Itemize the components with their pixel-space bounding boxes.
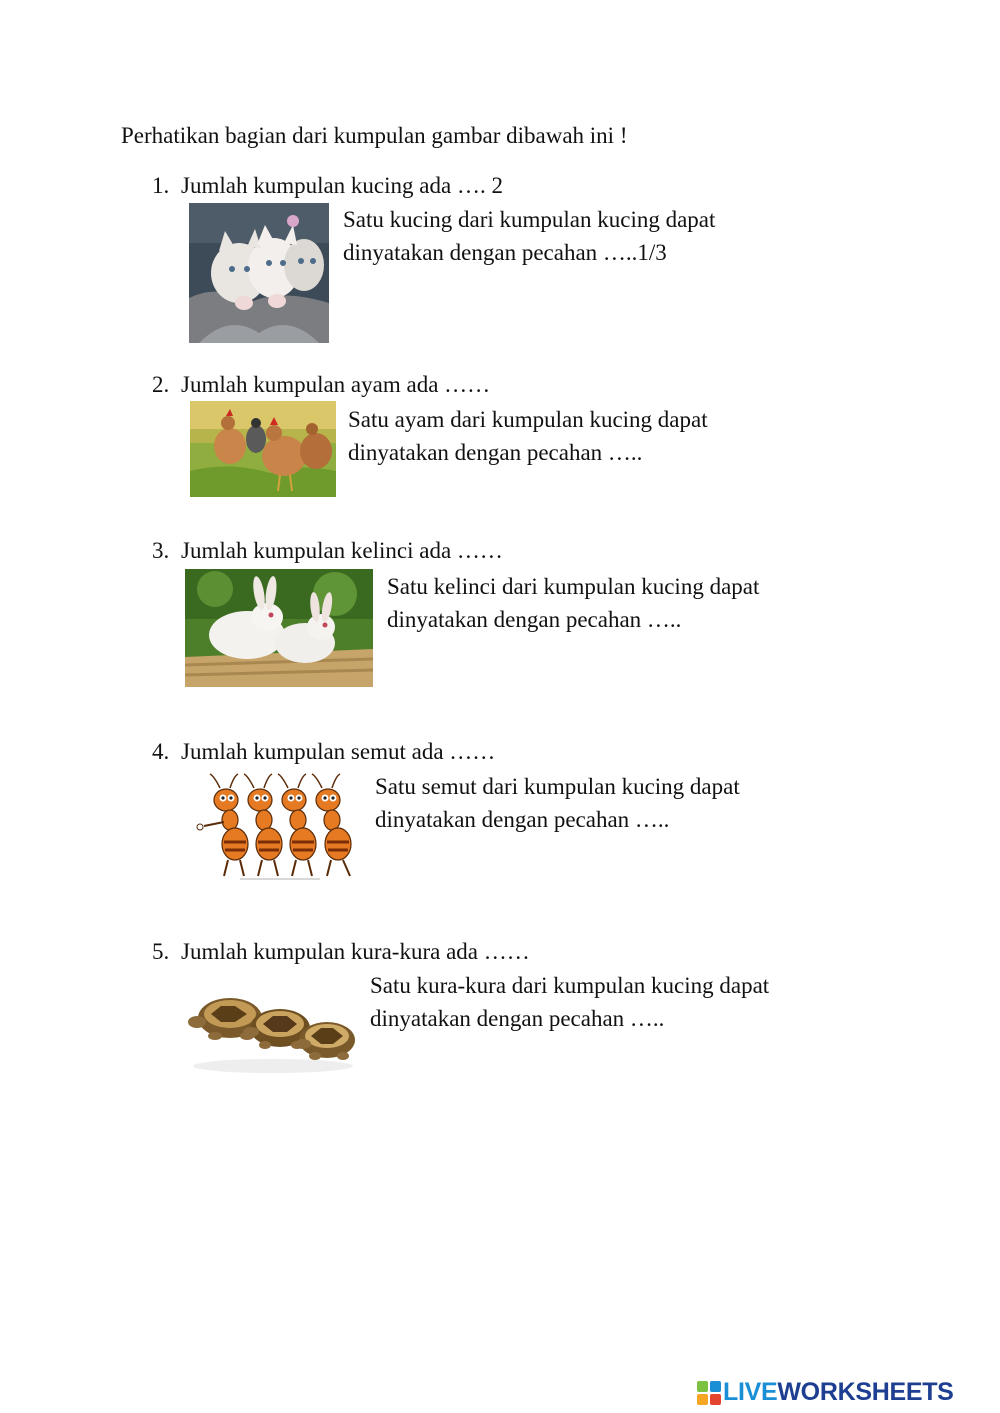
answer-line: dinyatakan dengan pecahan ….. [375,807,670,832]
chickens-image [190,401,336,497]
question-text: Jumlah kumpulan semut ada …… [181,739,496,764]
answer-line: dinyatakan dengan pecahan ….. [348,440,643,465]
question-1 [152,171,503,201]
description-line: Satu semut dari kumpulan kucing dapat [375,774,740,799]
question-3 [152,536,503,566]
question-number: 1. [152,173,170,198]
question-number: 4. [152,739,170,764]
question-2-description [348,403,708,469]
question-text: Jumlah kumpulan ayam ada …… [181,372,491,397]
liveworksheets-brand [697,1378,954,1407]
rabbits-image [185,569,373,687]
turtles-image [185,970,360,1078]
question-text: Jumlah kumpulan kelinci ada …… [181,538,503,563]
question-3-description [387,570,759,636]
question-number: 3. [152,538,170,563]
question-4 [152,737,495,767]
brand-suffix: WORKSHEETS [777,1378,954,1406]
answer-line: dinyatakan dengan pecahan ….. [387,607,682,632]
description-line: Satu kura-kura dari kumpulan kucing dapat [370,973,770,998]
description-line: Satu kelinci dari kumpulan kucing dapat [387,574,760,599]
instruction-text: Perhatikan bagian dari kumpulan gambar dibawah ini ! [121,123,628,148]
question-5-description [370,969,769,1035]
ants-image [190,770,365,882]
question-number: 5. [152,939,170,964]
liveworksheets-logo-icon [697,1381,721,1405]
kittens-image [189,203,329,343]
brand-prefix: LIVE [723,1378,778,1406]
question-5 [152,937,530,967]
question-4-description [375,770,740,836]
answer-line: dinyatakan dengan pecahan …..1/3 [343,240,667,265]
question-1-description [343,203,715,269]
description-line: Satu kucing dari kumpulan kucing dapat [343,207,716,232]
question-text: Jumlah kumpulan kucing ada …. 2 [181,173,503,198]
question-2 [152,370,490,400]
question-number: 2. [152,372,170,397]
question-text: Jumlah kumpulan kura-kura ada …… [181,939,530,964]
answer-line: dinyatakan dengan pecahan ….. [370,1006,665,1031]
description-line: Satu ayam dari kumpulan kucing dapat [348,407,708,432]
